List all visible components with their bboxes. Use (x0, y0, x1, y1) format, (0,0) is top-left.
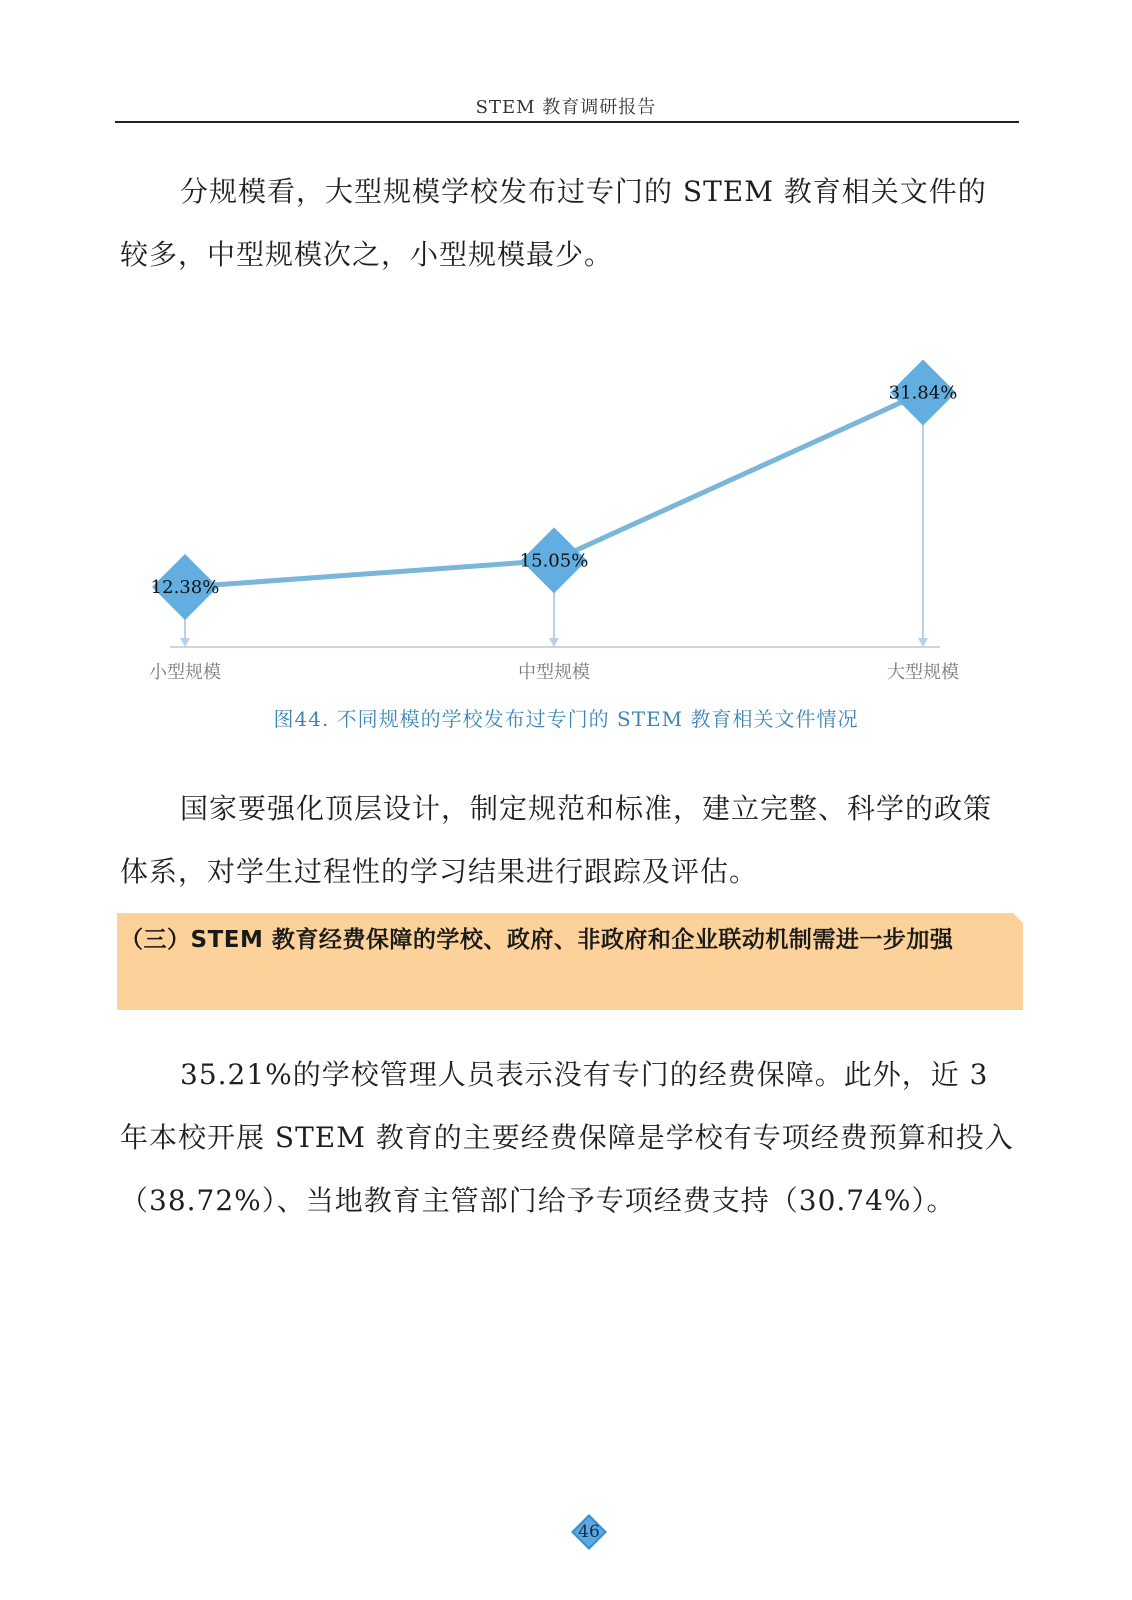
drop-arrowhead (918, 638, 928, 647)
x-tick-label: 大型规模 (887, 662, 959, 683)
data-label: 15.05% (519, 550, 589, 572)
paragraph-scale-summary: 分规模看，大型规模学校发布过专门的 STEM 教育相关文件的较多，中型规模次之，小型规模最少。 (120, 175, 987, 271)
page-number: 46 (578, 1522, 600, 1542)
section-heading: （三）STEM 教育经费保障的学校、政府、非政府和企业联动机制需进一步加强 (120, 927, 954, 953)
x-tick-label: 中型规模 (518, 662, 590, 683)
x-tick-label: 小型规模 (149, 662, 221, 683)
figure-caption: 图44. 不同规模的学校发布过专门的 STEM 教育相关文件情况 (273, 707, 859, 731)
data-label: 12.38% (150, 577, 220, 599)
paragraph-funding: 35.21%的学校管理人员表示没有专门的经费保障。此外，近 3 年本校开展 STEM 教育的主要经费保障是学校有专项经费预算和投入（38.72%）、当地教育主管部门给予专项经费支持（30.74%）。 (120, 1058, 1014, 1217)
running-header: STEM 教育调研报告 (475, 97, 657, 118)
drop-arrowhead (180, 638, 190, 647)
data-label: 31.84% (888, 382, 958, 404)
line-chart (115, 290, 1020, 730)
drop-arrowhead (549, 638, 559, 647)
header-divider (115, 121, 1019, 123)
line-chart-svg (115, 290, 1020, 730)
paragraph-policy: 国家要强化顶层设计，制定规范和标准，建立完整、科学的政策体系，对学生过程性的学习结果进行跟踪及评估。 (120, 792, 993, 888)
